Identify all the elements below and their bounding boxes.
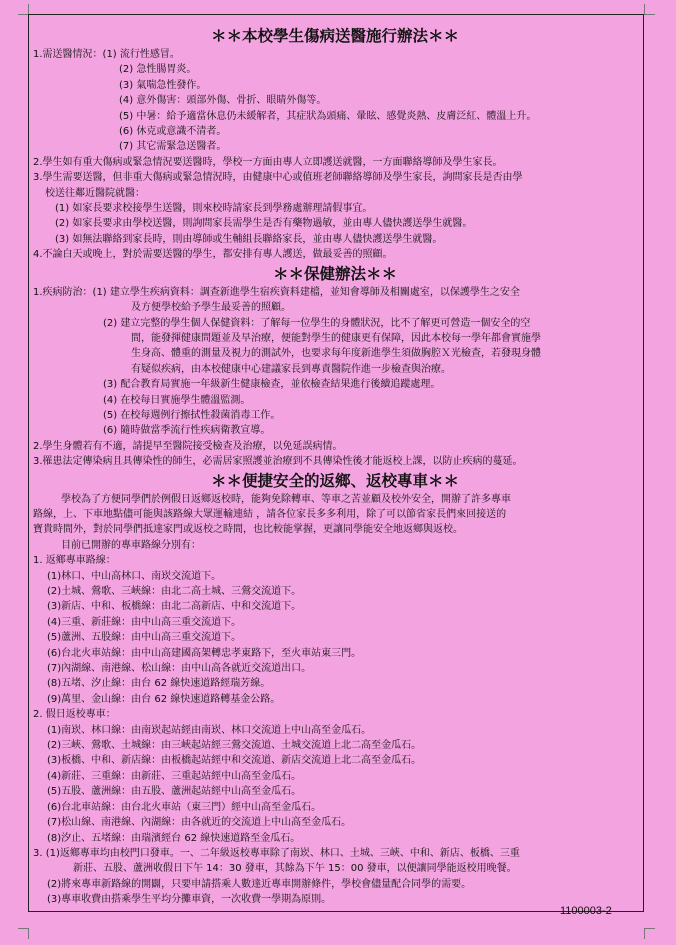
paragraph-line: 路線，上、下車地點儘可能與該路線大眾運輸連結 ，請各位家長多多利用，除了可以節省家長們來回接送的 — [33, 508, 507, 520]
list-item: 1.疾病防治：(1) 建立學生疾病資料：調查新進學生宿疾資料建檔，並知會導師及相關處室，以保護學生之安全 — [33, 286, 520, 298]
paragraph-line: 寶貴時間外，對於同學們抵達家門或返校之時間，也比較能掌握，更讓同學能安全地返鄉與返校。 — [33, 524, 463, 536]
route-item: (3)板橋、中和、新店線：由板橋起站經中和交流道、新店交流道上北二高至金瓜石。 — [47, 755, 422, 767]
route-item: (2)三峽、鶯歌、土城線：由三峽起站經三鶯交流道、土城交流道上北二高至金瓜石。 — [47, 740, 422, 752]
list-item: 有疑似疾病，由本校健康中心建議家長到專責醫院作進一步檢查與治療。 — [131, 363, 451, 375]
list-item: (2) 建立完整的學生個人保健資料：了解每一位學生的身體狀況，比不了解更可營造一個安全的空 — [103, 317, 531, 329]
list-item: (7) 其它需緊急送醫者。 — [119, 141, 227, 153]
document-frame — [28, 14, 644, 912]
list-item: (3) 氣喘急性發作。 — [119, 79, 207, 91]
list-item: (6) 隨時做當季流行性疾病衛教宣導。 — [103, 425, 271, 437]
list-item: (5) 在校每週例行擦拭性殺菌消毒工作。 — [103, 409, 281, 421]
route-item: (7)松山線、南港線、內湖線：由各就近的交流道上中山高至金瓜石。 — [47, 817, 352, 829]
note-item: (3)專車收費由搭乘學生平均分攤車資，一次收費一學期為原則。 — [47, 894, 332, 906]
list-item: (4) 在校每日實施學生體溫監測。 — [103, 394, 251, 406]
list-item: (1) 如家長要求校接學生送醫，則來校時請家長到學務處辦理請假事宜。 — [55, 203, 373, 215]
note-item: 3. (1)返鄉專車均由校門口發車。一、二年級返校專車除了南崁、林口、土城、三峽、中和、新店、板橋、三重 — [33, 847, 520, 859]
route-item: (8)汐止、五堵線：由瑞濱經台 62 線快速道路至金瓜石。 — [47, 832, 301, 844]
list-item: (5) 中暑：給予適當休息仍未緩解者，其症狀為頭痛、暈眩、感覺炎熱、皮膚泛紅、體溫上升。 — [119, 110, 537, 122]
page-corner-mark — [644, 928, 655, 939]
paragraph-line: 學校為了方便同學們於例假日返鄉返校時，能夠免除轉車、等車之苦並顧及校外安全，開辦了許多專車 — [61, 493, 511, 505]
route-item: (6)台北車站線：由台北火車站（東三門）經中山高至金瓜石。 — [47, 801, 322, 813]
section-title-shuttle: ＊＊便捷安全的返鄉、返校專車＊＊ — [210, 470, 459, 490]
route-item: (5)五股、蘆洲線：由五股、蘆洲起站經中山高至金瓜石。 — [47, 786, 302, 798]
page-corner-mark — [644, 4, 655, 15]
section-title-health: ＊＊保健辦法＊＊ — [272, 263, 397, 283]
list-item: (2) 如家長要求由學校送醫，則詢問家長需學生是否有藥物過敏，並由專人儘快護送學生就醫。 — [55, 218, 473, 230]
route-item: (6)台北火車站線：由中山高建國高架轉忠孝東路下，至火車站東三門。 — [47, 647, 362, 659]
route-item: (2)土城、鶯歌、三峽線：由北二高土城、三鶯交流道下。 — [47, 586, 302, 597]
subsection-title: 1. 返鄉專車路線： — [33, 555, 116, 567]
list-item: (2) 急性腸胃炎。 — [119, 64, 197, 76]
list-item: 4.不論白天或晚上，對於需要送醫的學生，都安排有專人護送，做最妥善的照顧。 — [33, 249, 393, 261]
route-item: (1)南崁、林口線：由南崁起站經由南崁、林口交流道上中山高至金瓜石。 — [47, 724, 372, 736]
route-item: (4)新莊、三重線：由新莊、三重起站經中山高至金瓜石。 — [47, 770, 302, 782]
subsection-title: 2. 假日返校專車： — [33, 709, 116, 721]
route-item: (3)新店、中和、板橋線：由北二高新店、中和交流道下。 — [47, 601, 302, 613]
list-item: 間，能發揮健康問題並及早治療，便能對學生的健康更有保障，因此本校每一學年都會實施學 — [131, 332, 541, 344]
route-item: (7)內湖線、南港線、松山線：由中山高各就近交流道出口。 — [47, 663, 312, 675]
list-item: 3.學生需要送醫，但非重大傷病或緊急情況時，由健康中心或值班老師聯絡導師及學生家長，詢問家長是否由學 — [33, 172, 523, 184]
page-corner-mark — [18, 928, 29, 939]
note-item: 新莊、五股、蘆洲收假日下午 14：30 發車，其餘為下午 15：00 發車，以便讓同學能返校用晚餐。 — [73, 863, 517, 875]
list-item: (3) 如無法聯絡到家長時，則由導師或生輔組長聯絡家長，並由專人儘快護送學生就醫。 — [55, 233, 443, 245]
list-item: (3) 配合教育局實施一年級新生健康檢查，並依檢查結果進行後續追蹤處理。 — [103, 379, 441, 391]
section-title-medical: ＊＊本校學生傷病送醫施行辦法＊＊ — [210, 26, 459, 45]
list-item: 及方便學校給予學生最妥善的照顧。 — [131, 302, 291, 314]
route-item: (5)蘆洲、五股線：由中山高三重交流道下。 — [47, 632, 242, 644]
list-item: (6) 休克或意識不清者。 — [119, 126, 227, 138]
paragraph-line: 目前已開辦的專車路線分別有： — [61, 539, 201, 551]
route-item: (9)萬里、金山線：由台 62 線快速道路轉基金公路。 — [47, 693, 281, 705]
list-item: 2.學生身體若有不適，請提早至醫院接受檢查及治療，以免延誤病情。 — [33, 440, 343, 452]
route-item: (1)林口、中山高林口、南崁交流道下。 — [47, 570, 222, 582]
route-item: (8)五堵、汐止線：由台 62 線快速道路經瑞芳線。 — [47, 678, 271, 690]
route-item: (4)三重、新莊線：由中山高三重交流道下。 — [47, 616, 242, 628]
list-item: (4) 意外傷害：頭部外傷、骨折、眼睛外傷等。 — [119, 95, 327, 107]
list-item: 校送往鄰近醫院就醫： — [45, 187, 145, 199]
document-code: 1100003-2 — [560, 905, 612, 917]
list-item: 2.學生如有重大傷病或緊急情況要送醫時，學校一方面由專人立即護送就醫，一方面聯絡導師及學生家長。 — [33, 156, 503, 168]
list-item: 生身高、體重的測量及視力的測試外，也要求每年度新進學生須做胸腔Ｘ光檢查，若發現身體 — [131, 348, 541, 360]
list-item: 3.罹患法定傳染病且具傳染性的師生，必需居家照護並治療到不具傳染性後才能返校上課，以防止疾病的蔓延。 — [33, 456, 523, 468]
list-item: 1.需送醫情況：(1) 流行性感冒。 — [33, 49, 180, 60]
note-item: (2)將來專車新路線的開闢，只要申請搭乘人數達近專車開辦條件，學校會儘量配合同學的需要。 — [47, 878, 472, 890]
